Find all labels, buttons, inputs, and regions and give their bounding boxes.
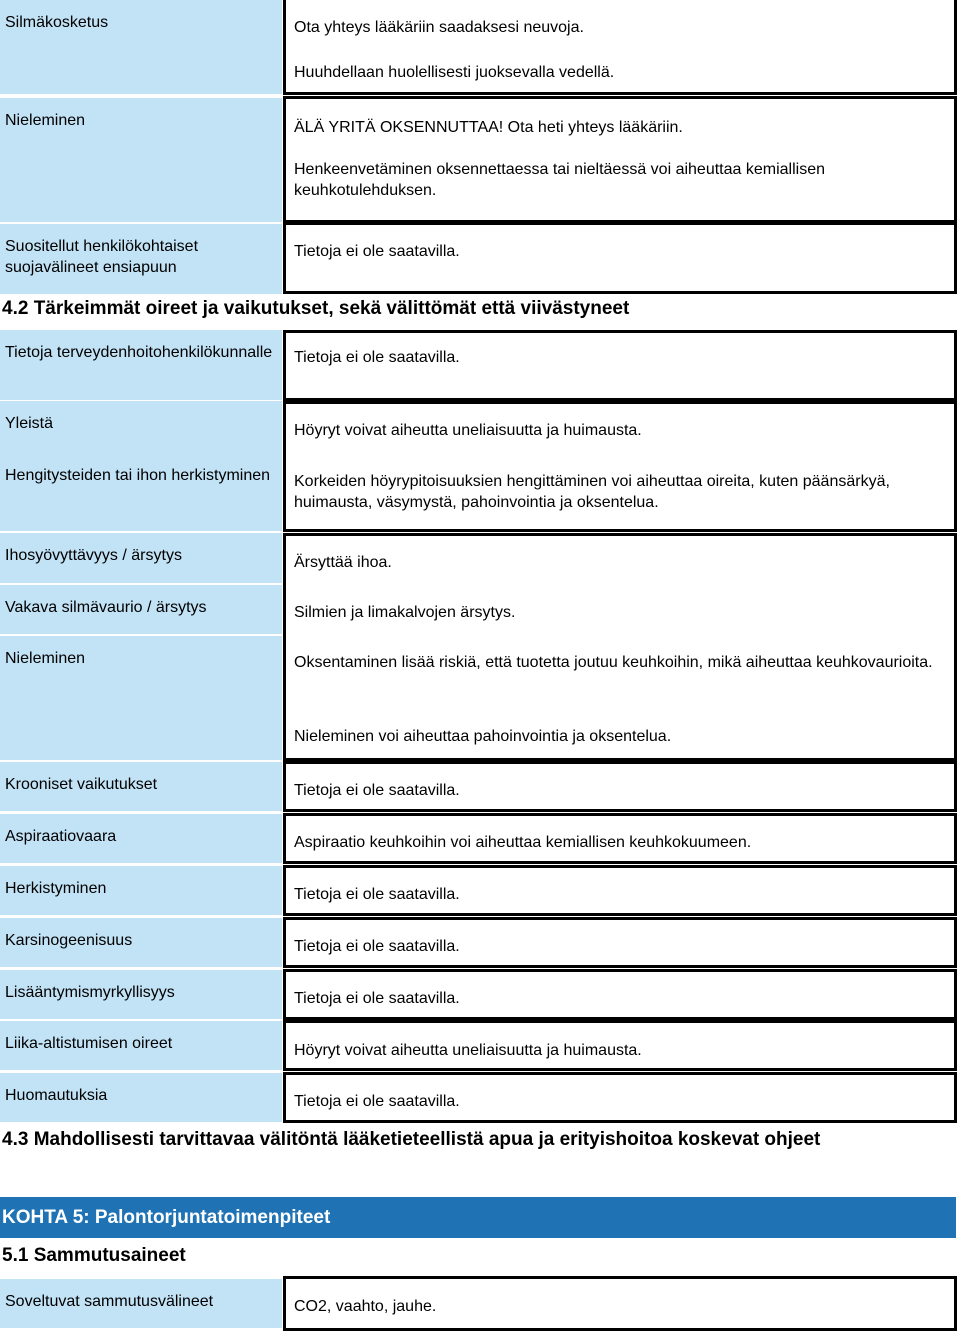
ppe-firstaid-text: Tietoja ei ole saatavilla. — [294, 243, 460, 260]
value-eye-contact — [283, 0, 957, 95]
label-notes: Huomautuksia — [0, 1073, 282, 1122]
label-chronic-effects: Krooniset vaikutukset — [0, 762, 282, 811]
value-chronic-effects — [283, 761, 957, 812]
section-5-banner: KOHTA 5: Palontorjuntatoimenpiteet — [0, 1197, 956, 1238]
label-ppe-firstaid: Suositellut henkilökohtaiset suojavälineet ensiapuun — [0, 224, 282, 294]
label-sensitization: Herkistyminen — [0, 866, 282, 915]
label-extinguishing-media: Soveltuvat sammutusvälineet — [0, 1279, 282, 1328]
ingestion-symptoms-line-1: Oksentaminen lisää riskiä, että tuotetta joutuu keuhkoihin, mikä aiheuttaa keuhkovaurioita. — [294, 654, 933, 671]
value-ingestion-symptoms — [283, 634, 957, 761]
label-respiratory-sensitization: Hengitysteiden tai ihon herkistyminen — [5, 467, 271, 484]
aspiration-hazard-text: Aspiraatio keuhkoihin voi aiheuttaa kemiallisen keuhkokuumeen. — [294, 834, 752, 851]
value-notes — [283, 1072, 957, 1123]
label-health-professionals: Tietoja terveydenhoitohenkilökunnalle — [0, 330, 282, 400]
eye-contact-line-1: Ota yhteys lääkäriin saadaksesi neuvoja. — [294, 19, 584, 36]
label-reproductive-toxicity: Lisääntymismyrkyllisyys — [0, 970, 282, 1019]
overexposure-symptoms-text: Höyryt voivat aiheutta uneliaisuutta ja huimausta. — [294, 1042, 642, 1059]
chronic-effects-text: Tietoja ei ole saatavilla. — [294, 782, 460, 799]
label-overexposure-symptoms: Liika-altistumisen oireet — [0, 1021, 282, 1070]
value-skin-irritation — [283, 533, 957, 584]
value-general-and-respiratory — [283, 401, 957, 532]
ingestion-firstaid-line-2: Henkeenvetäminen oksennettaessa tai nieltäessä voi aiheuttaa kemiallisen keuhkotulehduksen. — [294, 161, 825, 199]
label-carcinogenicity: Karsinogeenisuus — [0, 918, 282, 967]
carcinogenicity-text: Tietoja ei ole saatavilla. — [294, 938, 460, 955]
reproductive-toxicity-text: Tietoja ei ole saatavilla. — [294, 990, 460, 1007]
value-carcinogenicity — [283, 917, 957, 968]
label-eye-contact: Silmäkosketus — [0, 0, 282, 94]
respiratory-sensitization-text: Korkeiden höyrypitoisuuksien hengittäminen voi aiheuttaa oireita, kuten päänsärkyä, huimausta, väsymystä, pahoinvointia ja oksentelua. — [294, 473, 890, 511]
notes-text: Tietoja ei ole saatavilla. — [294, 1093, 460, 1110]
value-eye-damage — [283, 584, 957, 634]
label-skin-irritation: Ihosyövyttävyys / ärsytys — [0, 533, 282, 583]
label-general: Yleistä — [0, 401, 282, 531]
eye-damage-text: Silmien ja limakalvojen ärsytys. — [294, 604, 516, 621]
sensitization-text: Tietoja ei ole saatavilla. — [294, 886, 460, 903]
section-4-3-heading: 4.3 Mahdollisesti tarvittavaa välitöntä lääketieteellistä apua ja erityishoitoa koskevat ohjeet — [2, 1129, 821, 1150]
value-overexposure-symptoms — [283, 1020, 957, 1071]
value-health-professionals — [283, 330, 957, 401]
ingestion-symptoms-line-2: Nieleminen voi aiheuttaa pahoinvointia ja oksentelua. — [294, 728, 672, 745]
value-ingestion-firstaid — [283, 96, 957, 223]
section-5-1-heading: 5.1 Sammutusaineet — [2, 1245, 186, 1266]
value-sensitization — [283, 865, 957, 916]
ingestion-firstaid-line-1: ÄLÄ YRITÄ OKSENNUTTAA! Ota heti yhteys lääkäriin. — [294, 119, 683, 136]
extinguishing-media-text: CO2, vaahto, jauhe. — [294, 1298, 437, 1315]
value-ppe-firstaid — [283, 222, 957, 294]
health-professionals-text: Tietoja ei ole saatavilla. — [294, 349, 460, 366]
section-4-2-heading: 4.2 Tärkeimmät oireet ja vaikutukset, sekä välittömät että viivästyneet — [2, 298, 630, 319]
value-extinguishing-media — [283, 1276, 957, 1331]
general-text: Höyryt voivat aiheutta uneliaisuutta ja huimausta. — [294, 422, 642, 439]
label-ingestion-symptoms: Nieleminen — [0, 636, 282, 760]
eye-contact-line-2: Huuhdellaan huolellisesti juoksevalla vedellä. — [294, 64, 615, 81]
label-ingestion-firstaid: Nieleminen — [0, 98, 282, 222]
value-reproductive-toxicity — [283, 969, 957, 1020]
value-aspiration-hazard — [283, 813, 957, 864]
label-aspiration-hazard: Aspiraatiovaara — [0, 814, 282, 863]
skin-irritation-text: Ärsyttää ihoa. — [294, 554, 392, 571]
label-eye-damage: Vakava silmävaurio / ärsytys — [0, 585, 282, 634]
